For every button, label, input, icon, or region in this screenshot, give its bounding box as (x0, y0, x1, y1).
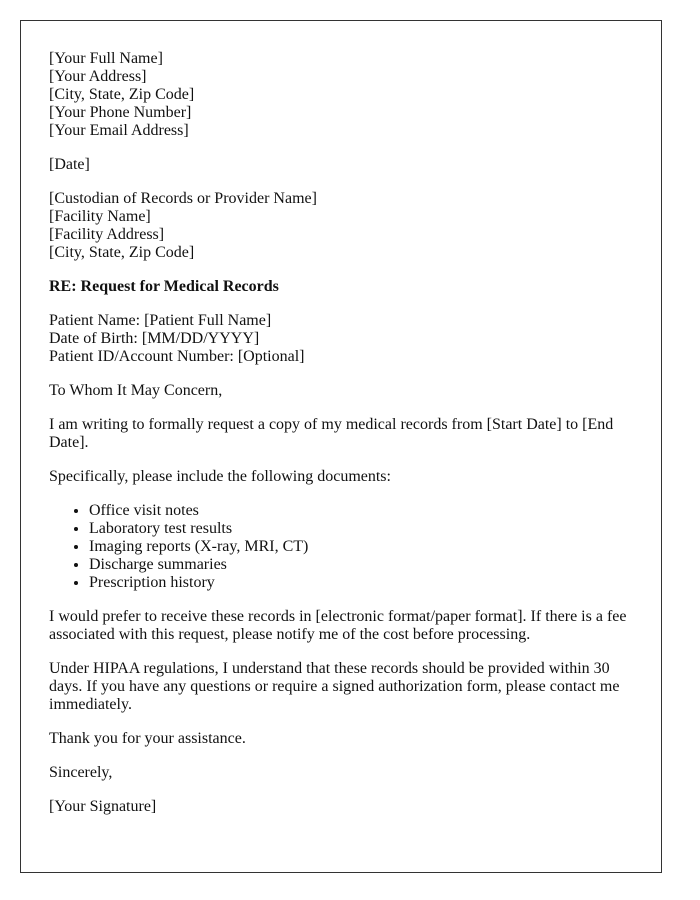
hipaa-paragraph: Under HIPAA regulations, I understand that these records should be provided within 30 days. If you have any questions or require a signed authorization form, please contact me immediately. (49, 660, 620, 713)
documents-intro: Specifically, please include the following documents: (49, 468, 391, 485)
thanks-paragraph: Thank you for your assistance. (49, 730, 246, 747)
date-block (49, 156, 633, 174)
list-item: • Discharge summaries (89, 556, 633, 574)
documents-list (49, 502, 633, 592)
patient-name: Patient Name: [Patient Full Name] (49, 312, 272, 329)
recipient-block (49, 190, 633, 262)
format-paragraph: I would prefer to receive these records in [electronic format/paper format]. If there is a fee associated with this request, please notify me of the cost before processing. (49, 608, 627, 643)
signature: [Your Signature] (49, 798, 157, 815)
patient-info-block (49, 312, 633, 366)
facility-name: [Facility Name] (49, 208, 151, 225)
letter-date: [Date] (49, 156, 90, 173)
list-item: • Prescription history (89, 574, 633, 592)
sender-block (49, 50, 633, 140)
list-item: • Laboratory test results (89, 520, 633, 538)
request-paragraph: I am writing to formally request a copy of my medical records from [Start Date] to [End Date]. (49, 416, 614, 451)
patient-id: Patient ID/Account Number: [Optional] (49, 348, 305, 365)
sender-name: [Your Full Name] (49, 50, 163, 67)
subject-line: RE: Request for Medical Records (49, 278, 279, 295)
patient-dob: Date of Birth: [MM/DD/YYYY] (49, 330, 260, 347)
facility-address: [Facility Address] (49, 226, 165, 243)
letter-page (20, 20, 662, 873)
sender-phone: [Your Phone Number] (49, 104, 192, 121)
list-item: • Office visit notes (89, 502, 633, 520)
sender-address: [Your Address] (49, 68, 147, 85)
salutation: To Whom It May Concern, (49, 382, 223, 399)
recipient-name: [Custodian of Records or Provider Name] (49, 190, 317, 207)
closing: Sincerely, (49, 764, 113, 781)
sender-email: [Your Email Address] (49, 122, 189, 139)
recipient-city-state-zip: [City, State, Zip Code] (49, 244, 195, 261)
list-item: • Imaging reports (X-ray, MRI, CT) (89, 538, 633, 556)
sender-city-state-zip: [City, State, Zip Code] (49, 86, 195, 103)
